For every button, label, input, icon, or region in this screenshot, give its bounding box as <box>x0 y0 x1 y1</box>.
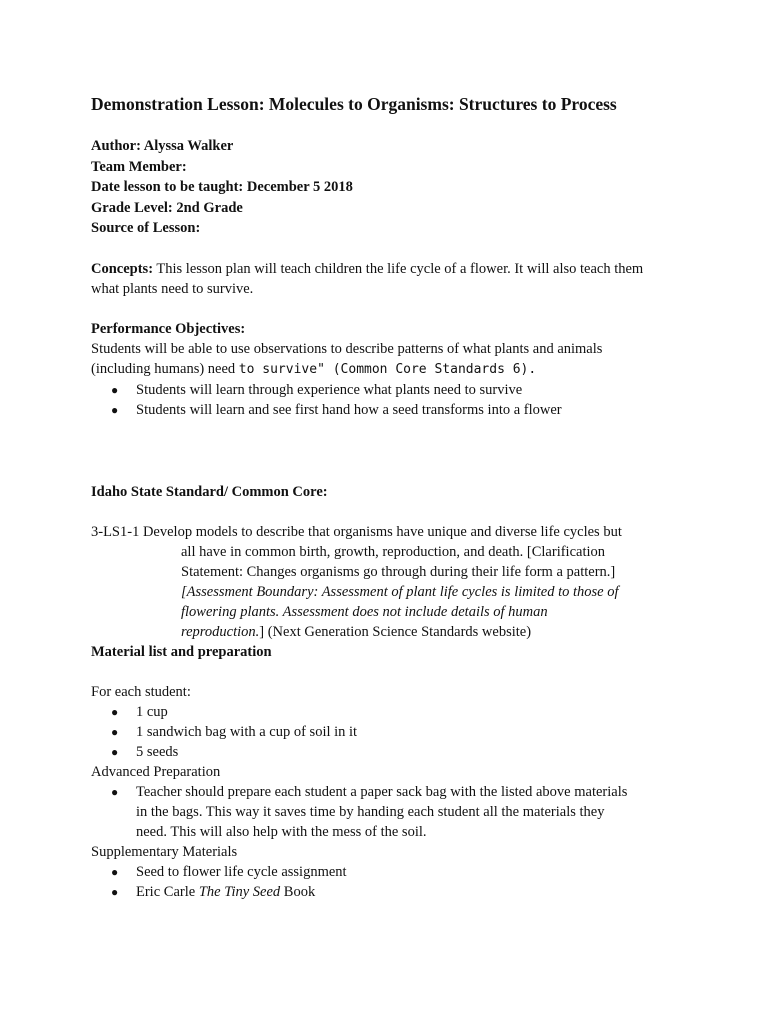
bullet-icon: ● <box>111 884 119 899</box>
concepts-paragraph <box>91 259 691 299</box>
supplementary-materials-label: Supplementary Materials <box>91 843 238 860</box>
standard-indented <box>91 542 691 642</box>
advanced-preparation-label: Advanced Preparation <box>91 763 221 780</box>
list-item: ● Students will learn and see first hand how a seed transforms into a flower <box>111 401 562 418</box>
bullet-icon: ● <box>111 724 119 739</box>
concepts-text-1: This lesson plan will teach children the life cycle of a flower. It will also teach them <box>153 260 644 277</box>
list-item: ● 1 cup <box>111 703 168 720</box>
list-item: ● 1 sandwich bag with a cup of soil in it <box>111 723 358 740</box>
objectives-heading: Performance Objectives: <box>91 320 246 337</box>
page-title: Demonstration Lesson: Molecules to Organisms: Structures to Process <box>91 94 617 114</box>
bullet-icon: ● <box>111 744 119 759</box>
objectives-line-2a: (including humans) need <box>91 360 239 377</box>
for-each-student-label: For each student: <box>91 683 191 700</box>
objectives-paragraph <box>91 339 691 380</box>
standard-line-1: 3-LS1-1 Develop models to describe that organisms have unique and diverse life cycles but <box>91 523 622 540</box>
document-page <box>91 92 691 902</box>
book-title: The Tiny Seed <box>198 883 281 900</box>
team-member-line: Team Member: <box>91 158 187 175</box>
supplementary-materials-list <box>91 862 691 902</box>
standard-line-2: all have in common birth, growth, reproduction, and death. [Clarification <box>181 543 606 560</box>
advanced-preparation-list <box>91 782 691 842</box>
materials-heading: Material list and preparation <box>91 643 272 660</box>
bullet-icon: ● <box>111 382 119 397</box>
standard-line-3: Statement: Changes organisms go through during their life form a pattern.] <box>181 563 616 580</box>
concepts-text-2: what plants need to survive. <box>91 280 254 297</box>
date-line: Date lesson to be taught: December 5 2018 <box>91 179 353 195</box>
source-line: Source of Lesson: <box>91 220 201 236</box>
objectives-list <box>91 380 691 420</box>
list-item: ● Seed to flower life cycle assignment <box>111 863 347 880</box>
standard-heading: Idaho State Standard/ Common Core: <box>91 483 328 500</box>
student-materials-list <box>91 702 691 762</box>
list-item: ● Students will learn through experience what plants need to survive <box>111 381 523 398</box>
list-item: ● Eric Carle The Tiny Seed Book <box>111 883 316 900</box>
list-item: ● Teacher should prepare each student a paper sack bag with the listed above materials in the bags. This way it saves time by handing each student all the materials they need. This will also help with the mess of the soil. <box>111 783 628 840</box>
author-line: Author: Alyssa Walker <box>91 138 234 154</box>
bullet-icon: ● <box>111 704 119 719</box>
standard-line-6: reproduction.] (Next Generation Science Standards website) <box>181 623 532 640</box>
bullet-icon: ● <box>111 784 119 799</box>
grade-level-line: Grade Level: 2nd Grade <box>91 199 243 216</box>
list-item: ● 5 seeds <box>111 743 179 760</box>
bullet-icon: ● <box>111 402 119 417</box>
concepts-label: Concepts: <box>91 260 154 277</box>
standard-line-5: flowering plants. Assessment does not include details of human <box>181 603 548 620</box>
objectives-line-2b: to survive" (Common Core Standards 6). <box>238 361 537 377</box>
standard-block <box>91 522 691 642</box>
objectives-line-1: Students will be able to use observations to describe patterns of what plants and animals <box>91 340 603 357</box>
standard-line-4: [Assessment Boundary: Assessment of plant life cycles is limited to those of <box>181 583 619 600</box>
bullet-icon: ● <box>111 864 119 879</box>
